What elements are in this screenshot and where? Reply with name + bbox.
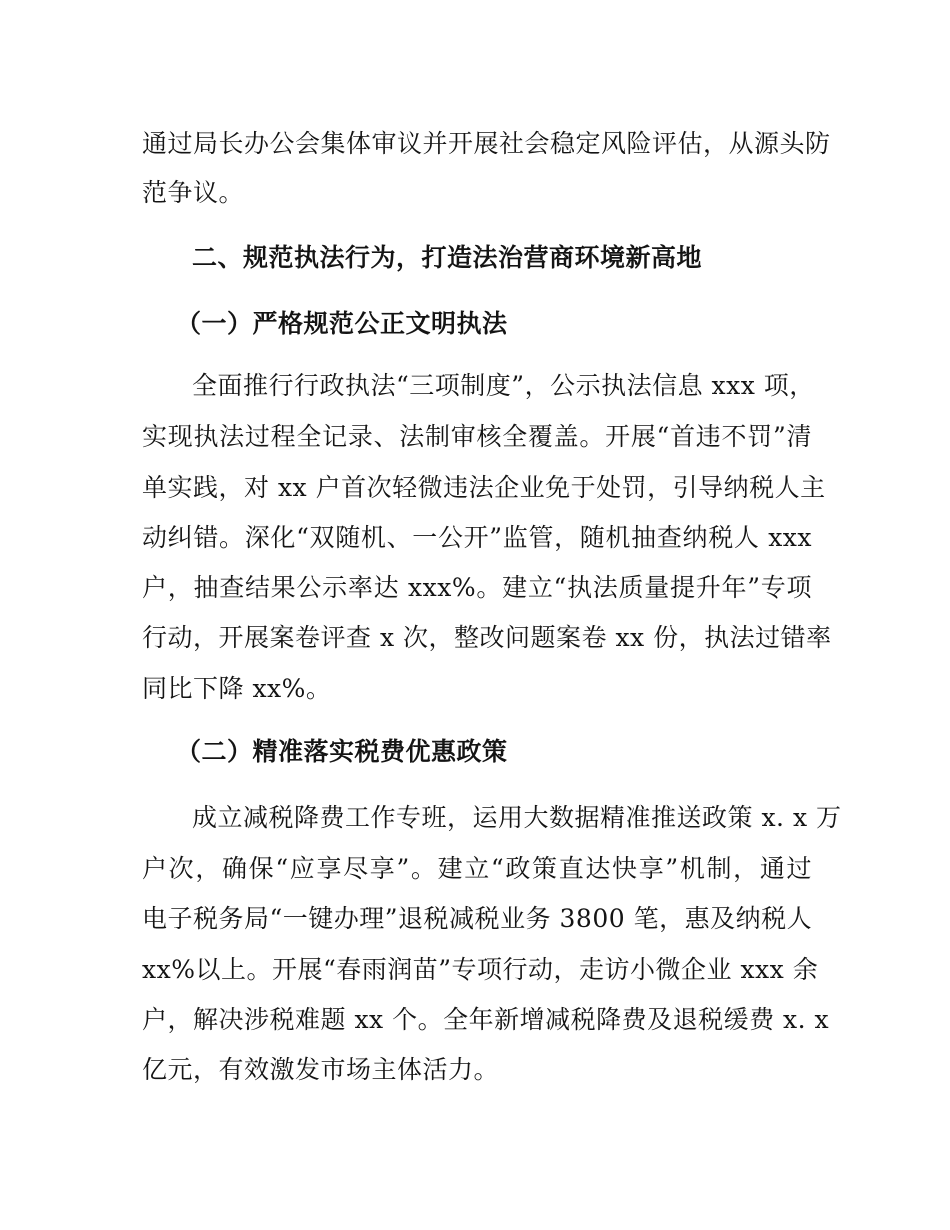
- subsection-2-line-4: xx%以上。开展“春雨润苗”专项行动，走访小微企业 xxx 余: [142, 955, 819, 984]
- subsection-1-line-6: 行动，开展案卷评查 x 次，整改问题案卷 xx 份，执法过错率: [142, 623, 832, 652]
- subsection-1-line-2: 实现执法过程全记录、法制审核全覆盖。开展“首违不罚”清: [142, 422, 812, 451]
- subsection-2-line-6: 亿元，有效激发市场主体活力。: [142, 1055, 500, 1084]
- subsection-2-line-3: 电子税务局“一键办理”退税减税业务 3800 笔，惠及纳税人: [142, 904, 813, 933]
- subsection-1-line-1: 全面推行行政执法“三项制度”，公示执法信息 xxx 项，: [192, 371, 815, 400]
- section-2-heading: 二、规范执法行为，打造法治营商环境新高地: [192, 243, 703, 272]
- subsection-2-line-1: 成立减税降费工作专班，运用大数据精准推送政策 x. x 万: [192, 803, 842, 832]
- intro-line-2: 范争议。: [142, 178, 245, 207]
- subsection-1-line-7: 同比下降 xx%。: [142, 674, 332, 703]
- subsection-1-line-4: 动纠错。深化“双随机、一公开”监管，随机抽查纳税人 xxx: [142, 523, 812, 552]
- subsection-1-line-5: 户，抽查结果公示率达 xxx%。建立“执法质量提升年”专项: [142, 573, 812, 602]
- subsection-1-line-3: 单实践，对 xx 户首次轻微违法企业免于处罚，引导纳税人主: [142, 473, 826, 502]
- subsection-2-line-2: 户次，确保“应享尽享”。建立“政策直达快享”机制，通过: [142, 854, 812, 883]
- subsection-2-heading: （二）精准落实税费优惠政策: [176, 737, 508, 766]
- intro-line-1: 通过局长办公会集体审议并开展社会稳定风险评估，从源头防: [142, 129, 831, 158]
- subsection-1-heading: （一）严格规范公正文明执法: [176, 309, 508, 338]
- subsection-2-line-5: 户，解决涉税难题 xx 个。全年新增减税降费及退税缓费 x. x: [142, 1005, 830, 1034]
